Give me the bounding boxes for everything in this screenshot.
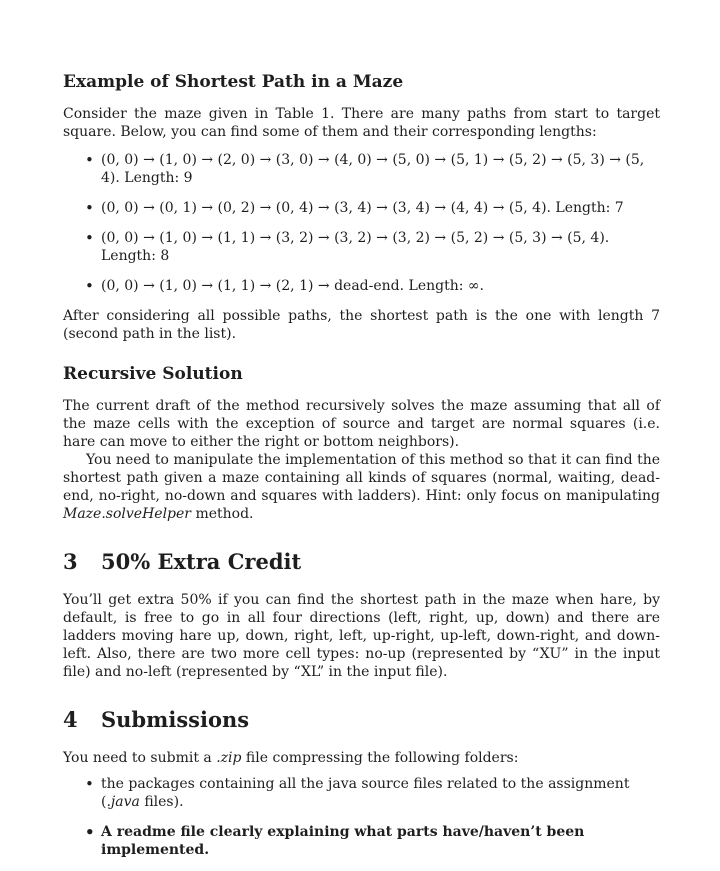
submissions-intro [63, 749, 660, 767]
submission-item [85, 775, 660, 811]
path-text: (0, 0) → (1, 0) → (2, 0) → (3, 0) → (4, 0) → (5, 0) → (5, 1) → (5, 2) → (5, 3) → (5, 4). Length: 9 [101, 152, 645, 186]
method-name: Maze.solveHelper [63, 506, 191, 522]
recursive-para-1: The current draft of the method recursively solves the maze assuming that all of the maze cells with the exception of source and target are normal squares (i.e. hare can move to either the right or bottom neighbors). [63, 398, 660, 450]
example-heading: Example of Shortest Path in a Maze [63, 72, 404, 92]
path-text: (0, 0) → (1, 0) → (1, 1) → (2, 1) → dead-end. Length: ∞. [101, 278, 485, 294]
example-conclusion: After considering all possible paths, the shortest path is the one with length 7 (second path in the list). [63, 308, 660, 342]
item1-tail: files). [139, 794, 184, 810]
section-title: 50% Extra Credit [101, 549, 302, 574]
path-item [85, 277, 660, 295]
path-item [85, 151, 660, 187]
item1-lead: the packages containing all the java source files related to the assignment ( [101, 776, 630, 810]
extra-credit-heading [63, 549, 660, 575]
submission-item [85, 823, 660, 859]
path-text: (0, 0) → (0, 1) → (0, 2) → (0, 4) → (3, 4) → (3, 4) → (4, 4) → (5, 4). Length: 7 [101, 200, 624, 216]
submissions-intro-lead: You need to submit a [63, 750, 217, 766]
submissions-heading [63, 707, 660, 733]
zip-extension: .zip [216, 750, 242, 766]
section-title: Submissions [101, 707, 250, 732]
section-number: 4 [63, 707, 78, 732]
path-item [85, 229, 660, 265]
recursive-para-2-lead: You need to manipulate the implementation of this method so that it can find the shortest path given a maze containing all kinds of squares (normal, waiting, dead-end, no-right, no-down and squares with ladders). Hint: only focus on manipulating [63, 452, 660, 504]
extra-credit-body: You’ll get extra 50% if you can find the shortest path in the maze when hare, by default, is free to go in all four directions (left, right, up, down) and there are ladders moving hare up, down, right, left, up-right, up-left, down-right, and down-left. Also, there are two more cell types: no-up (represented by “XU” in the input file) and no-left (represented by “XL” in the input file). [63, 592, 660, 680]
example-intro: Consider the maze given in Table 1. There are many paths from start to target square. Below, you can find some of them and their corresponding lengths: [63, 106, 660, 140]
section-number: 3 [63, 549, 78, 574]
recursive-para-2 [63, 451, 660, 523]
item2-text: A readme file clearly explaining what parts have/haven’t been implemented. [101, 824, 585, 858]
recursive-para-2-tail: method. [191, 506, 254, 522]
path-item [85, 199, 660, 217]
recursive-heading: Recursive Solution [63, 364, 243, 384]
submission-list [63, 775, 660, 859]
java-extension: .java [106, 794, 140, 810]
path-list [63, 151, 660, 295]
path-text: (0, 0) → (1, 0) → (1, 1) → (3, 2) → (3, 2) → (3, 2) → (5, 2) → (5, 3) → (5, 4). Length: 8 [101, 230, 610, 264]
submissions-intro-tail: file compressing the following folders: [241, 750, 519, 766]
